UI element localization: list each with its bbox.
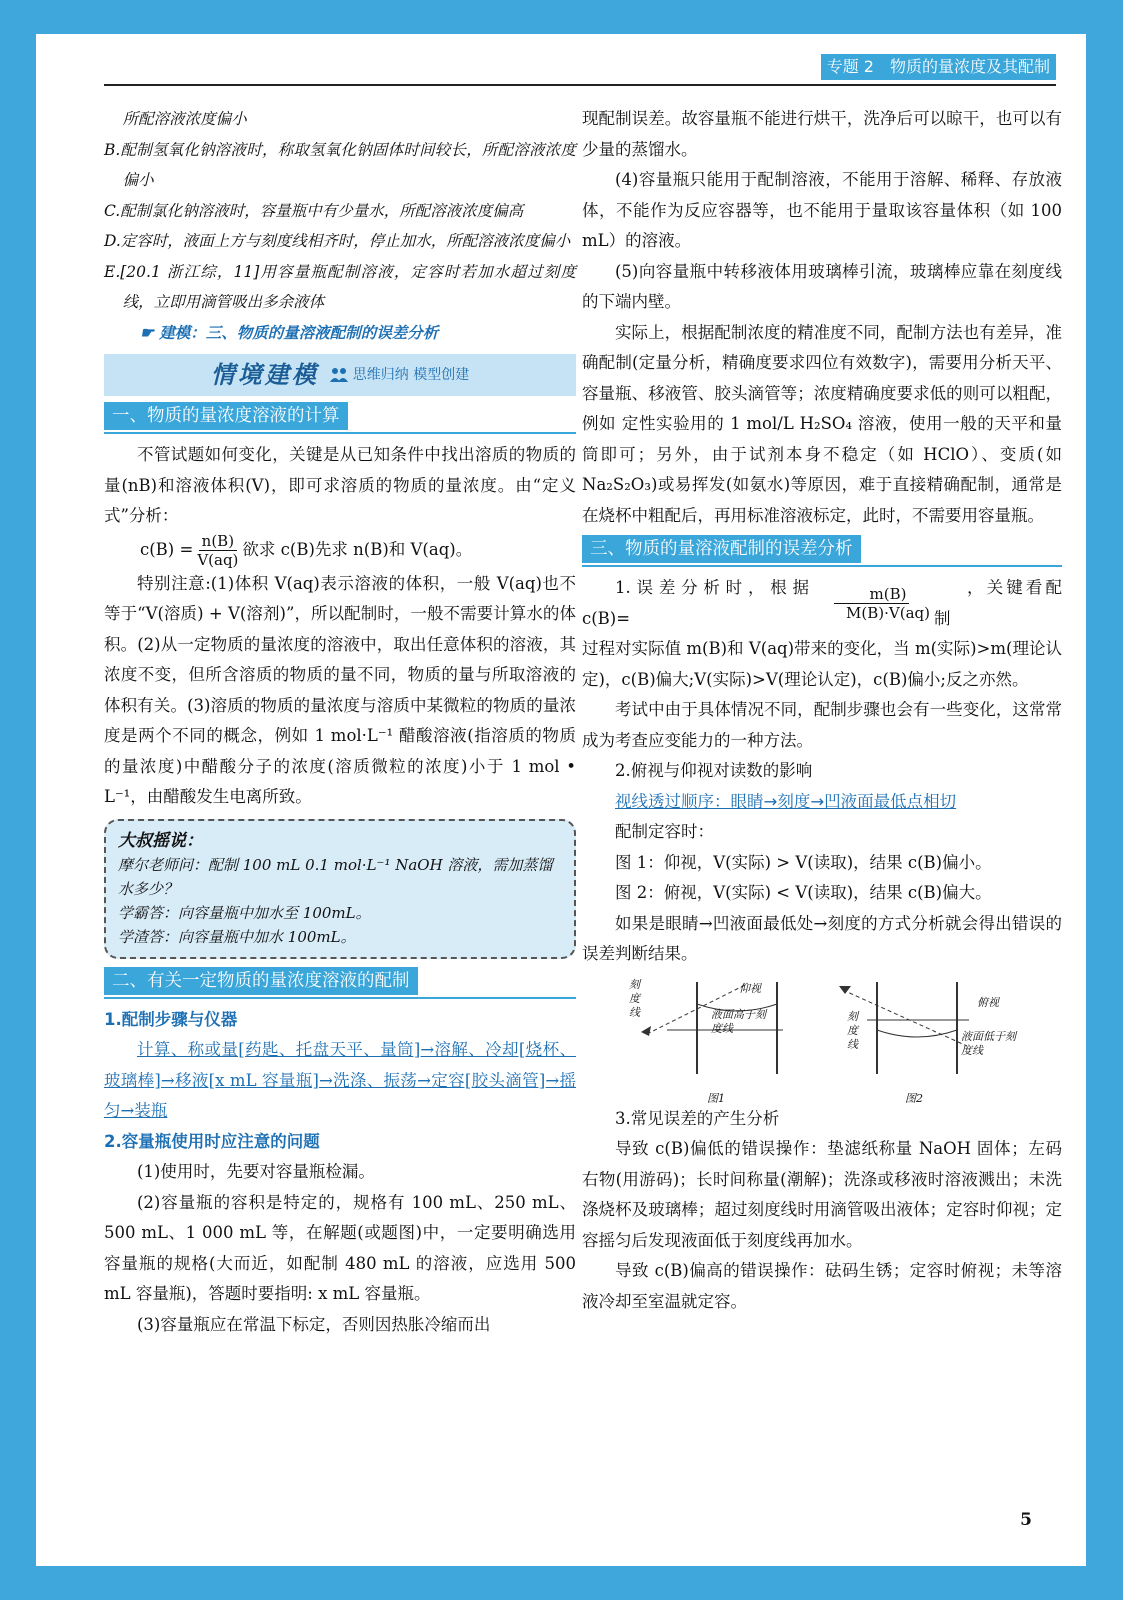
error-denominator: M(B)·V(aq) — [846, 604, 930, 622]
error-low: 导致 c(B)偏低的错误操作：垫滤纸称量 NaOH 固体；左码右物(用游码)；长时间称量(潮解)；洗涤或移液时溶液溅出；未洗涤烧杯及玻璃棒；超过刻度线时用滴管吸出液体；定容时仰视；定容摇匀后发现液面低于刻度线再加水。 — [582, 1139, 1062, 1250]
people-icon — [329, 365, 349, 385]
topic-tag: 专题 2 物质的量浓度及其配制 — [821, 54, 1056, 80]
section-1-title: 一、物质的量浓度溶液的计算 — [104, 402, 348, 430]
r-paragraph-1: 现配制误差。故容量瓶不能进行烘干，洗净后可以晾干，也可以有少量的蒸馏水。 — [582, 109, 1062, 159]
formula-fraction — [197, 532, 238, 569]
option-c: C.配制氯化钠溶液时，容量瓶中有少量水，所配溶液浓度偏高 — [104, 201, 524, 220]
sub-heading-1: 1.配制步骤与仪器 — [104, 1009, 238, 1029]
r-paragraph-4: 实际上，根据配制浓度的精准度不同，配制方法也有差异，准确配制(定量分析，精确度要求四位有效数字)，需要用分析天平、容量瓶、移液管、胶头滴管等；浓度精确度要求低的则可以粗配，例如 定性实验用的 1 mol/L H₂SO₄ 溶液，使用一般的天平和量筒即可；另外，由于试剂本身不稳定（如 HClO）、变质(如 Na₂S₂O₃)或易挥发(如氨水)等原因，难于直接精确配制，通常是在烧杯中粗配后，再用标准溶液标定，此时，不需要用容量瓶。 — [582, 322, 1062, 525]
option-e: E.[20.1 浙江综，11]用容量瓶配制溶液，定容时若加水超过刻度线，立即用滴管吸出多余液体 — [104, 262, 576, 311]
error-post: ，关键看配制 — [933, 578, 1062, 628]
sec1-paragraph-2: 特别注意:(1)体积 V(aq)表示溶液的体积，一般 V(aq)也不等于“V(溶质) + V(溶剂)”，所以配制时，一般不需要计算水的体积。(2)从一定物质的量浓度的溶液中，取出任意体积的溶液，其浓度不变，但所含溶质的物质的量不同，物质的量与所取溶液的体积有关。(3)溶质的物质的量浓度与溶质中某微粒的物质的量浓度是两个不同的概念，例如 1 mol·L⁻¹ 醋酸溶液(指溶质的物质的量浓度)中醋酸分子的浓度(溶质微粒的浓度)小于 1 mol • L⁻¹，由醋酸发生电离所致。 — [104, 573, 576, 806]
section-3-title: 三、物质的量溶液配制的误差分析 — [582, 535, 861, 563]
figure-2 — [837, 974, 1017, 1105]
banner-title: 情境建模 — [210, 359, 319, 389]
page-header — [104, 54, 1056, 86]
error-rest: 过程对实际值 m(B)和 V(aq)带来的变化，当 m(实际)>m(理论认定)，c(B)偏大;V(实际)>V(理论认定)，c(B)偏小;反之亦然。 — [582, 639, 1062, 689]
figure-1 — [627, 974, 807, 1105]
tip-box — [104, 819, 576, 959]
tip-question: 摩尔老师问：配制 100 mL 0.1 mol·L⁻¹ NaOH 溶液，需加蒸馏水多少？ — [118, 855, 553, 898]
sec1-paragraph-1: 不管试题如何变化，关键是从已知条件中找出溶质的物质的量(nB)和溶液体积(V)，即可求溶质的物质的量浓度。由“定义式”分析： — [104, 445, 576, 525]
definition-formula — [104, 532, 576, 569]
error-pre: 1.误差分析时，根据 c(B)= — [582, 578, 810, 628]
formula-rhs: 欲求 c(B)先求 n(B)和 V(aq)。 — [242, 539, 473, 559]
option-a-tail: 所配溶液浓度偏小 — [122, 110, 247, 128]
tip-box-title: 大叔摇说： — [118, 830, 203, 851]
jianmo-link[interactable]: ☛ 建模：三、物质的量溶液配制的误差分析 — [140, 322, 439, 342]
error-numerator: m(B) — [834, 585, 910, 604]
left-column — [104, 104, 576, 1340]
jianmo-text: 建模：三、物质的量溶液配制的误差分析 — [159, 322, 439, 342]
error-paragraph-2: 考试中由于具体情况不同，配制步骤也会有一些变化，这常常成为考查应变能力的一种方法。 — [582, 700, 1062, 750]
fig2-caption: 图2 — [905, 1091, 923, 1105]
error-formula-line — [582, 573, 1062, 634]
sight-order: 视线透过顺序：眼睛→刻度→凹液面最低点相切 — [615, 791, 957, 811]
fig1-scale-label: 刻度线 — [629, 977, 640, 1019]
option-d: D.定容时，液面上方与刻度线相齐时，停止加水，所配溶液浓度偏小 — [104, 232, 571, 250]
prep-steps: 计算、称或量[药匙、托盘天平、量筒]→溶解、冷却[烧杯、玻璃棒]→移液[x mL 容量瓶]→洗涤、振荡→定容[胶头滴管]→摇匀→装瓶 — [104, 1040, 576, 1120]
reading-b: 图 1：仰视，V(实际) > V(读取)，结果 c(B)偏小。 — [615, 852, 992, 872]
page — [36, 34, 1086, 1566]
common-error-title: 3.常见误差的产生分析 — [615, 1108, 780, 1128]
note-3: (3)容量瓶应在常温下标定，否则因热胀冷缩而出 — [137, 1314, 491, 1334]
formula-numerator: n(B) — [199, 532, 237, 551]
note-1: (1)使用时，先要对容量瓶检漏。 — [137, 1162, 375, 1181]
tip-answer-good: 学霸答：向容量瓶中加水至 100mL。 — [118, 903, 371, 922]
reading-a: 配制定容时： — [615, 822, 714, 841]
r-paragraph-3: (5)向容量瓶中转移液体用玻璃棒引流，玻璃棒应靠在刻度线的下端内壁。 — [582, 261, 1062, 311]
option-b: B.配制氢氧化钠溶液时，称取氢氧化钠固体时间较长，所配溶液浓度偏小 — [104, 140, 576, 189]
qingjing-banner — [104, 354, 576, 396]
right-column — [582, 104, 1062, 1317]
fig2-view-label: 俯视 — [977, 995, 999, 1009]
reading-d: 如果是眼睛→凹液面最低处→刻度的方式分析就会得出错误的误差判断结果。 — [582, 913, 1062, 963]
fig1-note: 液面高于刻度线 — [711, 1007, 766, 1035]
banner-subtitle: 思维归纳 模型创建 — [352, 366, 470, 383]
formula-denominator: V(aq) — [197, 550, 239, 569]
page-number: 5 — [1020, 1510, 1032, 1530]
tip-answer-bad: 学渣答：向容量瓶中加水 100mL。 — [118, 927, 356, 946]
formula-lhs: c(B) = — [140, 539, 194, 559]
note-2: (2)容量瓶的容积是特定的，规格有 100 mL、250 mL、500 mL、1 000 mL 等，在解题(或题图)中，一定要明确选用容量瓶的规格(大而近，如配制 480 mL 的溶液，应选用 500 mL 容量瓶)，答题时要指明: x mL 容量瓶。 — [104, 1192, 576, 1303]
section-2-title: 二、有关一定物质的量浓度溶液的配制 — [104, 967, 418, 995]
fig1-view-label: 仰视 — [739, 981, 761, 995]
fig2-note: 液面低于刻度线 — [961, 1029, 1016, 1057]
fig2-scale-label: 刻度线 — [847, 1009, 858, 1051]
reading-title: 2.俯视与仰视对读数的影响 — [615, 761, 813, 780]
fig1-caption: 图1 — [707, 1091, 725, 1105]
sub-heading-2: 2.容量瓶使用时应注意的问题 — [104, 1131, 320, 1151]
error-fraction — [813, 585, 930, 622]
error-high: 导致 c(B)偏高的错误操作：砝码生锈；定容时俯视；未等溶液冷却至室温就定容。 — [582, 1261, 1062, 1311]
reading-c: 图 2：俯视，V(实际) < V(读取)，结果 c(B)偏大。 — [615, 883, 992, 902]
figures — [582, 974, 1062, 1105]
r-paragraph-2: (4)容量瓶只能用于配制溶液，不能用于溶解、稀释、存放液体，不能作为反应容器等，也不能用于量取该容量体积（如 100 mL）的溶液。 — [582, 170, 1062, 250]
